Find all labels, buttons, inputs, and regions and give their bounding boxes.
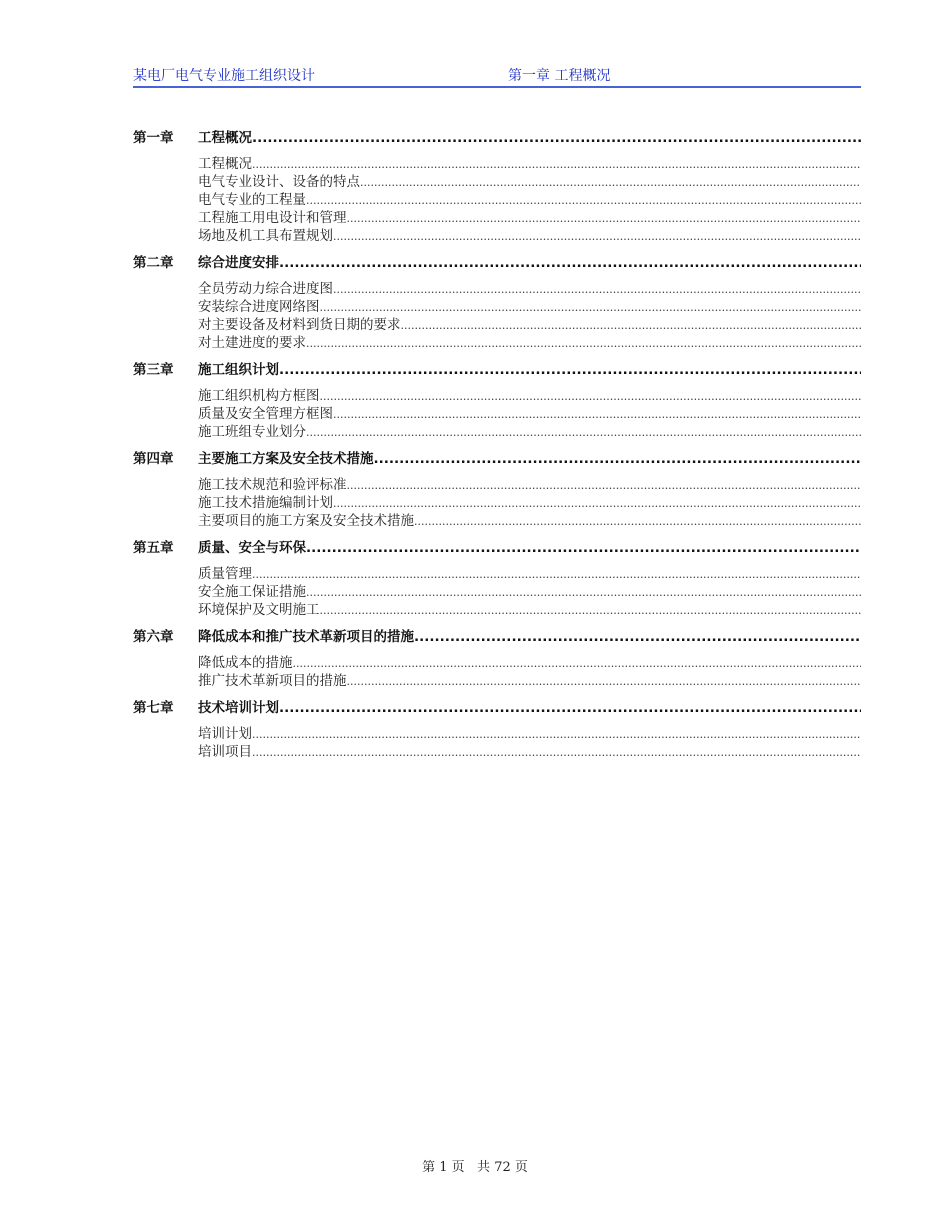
toc-section-item[interactable] [133,583,861,601]
chapter-title: 主要施工方案及安全技术措施 [198,451,374,467]
chapter-title: 技术培训计划 [198,700,279,716]
section-title: 施工班组专业划分 [198,424,306,440]
toc-chapter-2[interactable] [133,253,861,273]
section-title: 电气专业设计、设备的特点 [198,174,360,190]
toc-chapter-7[interactable] [133,698,861,718]
chapter-number: 第六章 [133,629,174,645]
toc-section-item[interactable] [133,565,861,583]
section-title: 场地及机工具布置规划 [198,228,333,244]
toc-chapter-5[interactable] [133,538,861,558]
chapter-title: 质量、安全与环保 [198,540,306,556]
dot-leader [252,744,861,762]
toc-chapter-6[interactable] [133,627,861,647]
dot-leader [252,726,861,744]
chapter-number: 第一章 [133,130,174,146]
section-title: 降低成本的措施 [198,655,293,671]
dot-leader [279,698,861,718]
toc-section-item[interactable] [133,298,861,316]
dot-leader [333,228,861,246]
toc-section-item[interactable] [133,334,861,352]
page-header [133,66,861,88]
section-title: 安装综合进度网络图 [198,299,320,315]
dot-leader [360,174,861,192]
dot-leader [414,513,861,531]
dot-leader [279,360,861,380]
dot-leader [293,655,862,673]
section-title: 施工组织机构方框图 [198,388,320,404]
toc-section-item[interactable] [133,494,861,512]
page-number: 第 1 页 共 72 页 [422,1160,528,1175]
dot-leader [306,335,861,353]
dot-leader [252,566,861,584]
toc-section-list [133,654,861,690]
dot-leader [252,156,861,174]
dot-leader [333,281,861,299]
toc-section-item[interactable] [133,601,861,619]
section-title: 施工技术措施编制计划 [198,495,333,511]
chapter-number: 第三章 [133,362,174,378]
toc-section-item[interactable] [133,743,861,761]
dot-leader [306,584,861,602]
toc-chapter-3[interactable] [133,360,861,380]
chapter-number: 第五章 [133,540,174,556]
chapter-title: 综合进度安排 [198,255,279,271]
section-title: 全员劳动力综合进度图 [198,281,333,297]
dot-leader [252,128,861,148]
dot-leader [306,192,861,210]
section-title: 电气专业的工程量 [198,192,306,208]
page-footer [0,1156,950,1175]
chapter-title: 工程概况 [198,130,252,146]
document-title: 某电厂电气专业施工组织设计 [133,68,315,84]
dot-leader [279,253,861,273]
toc-chapter-1[interactable] [133,128,861,148]
toc-section-item[interactable] [133,387,861,405]
section-title: 环境保护及文明施工 [198,602,320,618]
chapter-number: 第四章 [133,451,174,467]
toc-section-item[interactable] [133,155,861,173]
section-title: 培训项目 [198,744,252,760]
dot-leader [347,477,862,495]
toc-section-list [133,155,861,245]
dot-leader [414,627,861,647]
toc-section-list [133,476,861,530]
section-title: 工程概况 [198,156,252,172]
toc-section-list [133,280,861,352]
dot-leader [306,424,861,442]
section-title: 工程施工用电设计和管理 [198,210,347,226]
toc-section-item[interactable] [133,209,861,227]
toc-section-list [133,387,861,441]
dot-leader [320,388,862,406]
section-title: 推广技术革新项目的措施 [198,673,347,689]
header-chapter-title: 第一章 工程概况 [508,68,611,84]
section-title: 对主要设备及材料到货日期的要求 [198,317,401,333]
toc-section-list [133,565,861,619]
dot-leader [347,210,862,228]
toc-section-item[interactable] [133,512,861,530]
dot-leader [320,299,862,317]
toc-section-item[interactable] [133,173,861,191]
toc-section-item[interactable] [133,672,861,690]
dot-leader [333,406,861,424]
section-title: 安全施工保证措施 [198,584,306,600]
dot-leader [401,317,862,335]
dot-leader [374,449,862,469]
section-title: 施工技术规范和验评标准 [198,477,347,493]
dot-leader [306,538,861,558]
toc-section-item[interactable] [133,423,861,441]
dot-leader [333,495,861,513]
chapter-number: 第七章 [133,700,174,716]
table-of-contents [133,128,861,769]
dot-leader [320,602,862,620]
toc-chapter-4[interactable] [133,449,861,469]
section-title: 质量及安全管理方框图 [198,406,333,422]
section-title: 质量管理 [198,566,252,582]
toc-section-item[interactable] [133,191,861,209]
toc-section-item[interactable] [133,227,861,245]
chapter-title: 施工组织计划 [198,362,279,378]
toc-section-item[interactable] [133,405,861,423]
dot-leader [347,673,862,691]
toc-section-item[interactable] [133,316,861,334]
toc-section-item[interactable] [133,654,861,672]
toc-section-item[interactable] [133,476,861,494]
section-title: 培训计划 [198,726,252,742]
toc-section-item[interactable] [133,280,861,298]
toc-section-list [133,725,861,761]
section-title: 主要项目的施工方案及安全技术措施 [198,513,414,529]
toc-section-item[interactable] [133,725,861,743]
chapter-number: 第二章 [133,255,174,271]
section-title: 对土建进度的要求 [198,335,306,351]
chapter-title: 降低成本和推广技术革新项目的措施 [198,629,414,645]
